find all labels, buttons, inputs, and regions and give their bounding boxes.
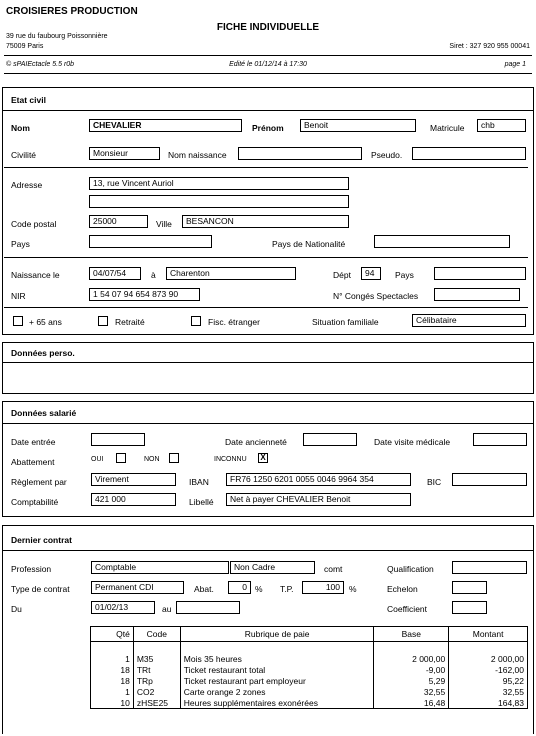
cell-base: 32,55 xyxy=(374,686,449,697)
bic-field[interactable] xyxy=(452,473,527,486)
nir-label: NIR xyxy=(11,291,26,301)
abattement-inconnu-checkbox[interactable]: X xyxy=(258,453,268,463)
header-code: Code xyxy=(133,627,180,642)
ville-field[interactable]: BESANCON xyxy=(182,215,349,228)
abattement-oui-checkbox[interactable] xyxy=(116,453,126,463)
table-row xyxy=(91,653,528,664)
plus-65-label: + 65 ans xyxy=(29,317,62,327)
cell-montant: 95,22 xyxy=(449,675,528,686)
type-contrat-label: Type de contrat xyxy=(11,584,70,594)
pays-field[interactable] xyxy=(89,235,212,248)
cell-qte: 18 xyxy=(91,664,134,675)
nom-field[interactable]: CHEVALIER xyxy=(89,119,242,132)
pays-naissance-field[interactable] xyxy=(434,267,526,280)
section-title-donnees-salarie: Données salarié xyxy=(11,408,77,418)
fisc-etranger-checkbox[interactable] xyxy=(191,316,201,326)
civilite-label: Civilité xyxy=(11,150,37,160)
cell-qte: 1 xyxy=(91,653,134,664)
pays-label: Pays xyxy=(11,239,30,249)
situation-familiale-field[interactable]: Célibataire xyxy=(412,314,526,327)
section-title-dernier-contrat: Dernier contrat xyxy=(11,535,72,545)
naissance-date-field[interactable]: 04/07/54 xyxy=(89,267,141,280)
cell-rubrique: Ticket restaurant total xyxy=(180,664,374,675)
comt-label: comt xyxy=(324,564,343,574)
cell-rubrique: Heures supplémentaires exonérées xyxy=(180,697,374,709)
abattement-inconnu-label: INCONNU xyxy=(214,456,247,463)
cell-code: M35 xyxy=(133,653,180,664)
coefficient-field[interactable] xyxy=(452,601,487,614)
situation-familiale-label: Situation familiale xyxy=(312,317,379,327)
header-divider-2 xyxy=(4,73,532,74)
abattement-label: Abattement xyxy=(11,457,55,467)
cell-montant: 32,55 xyxy=(449,686,528,697)
cadre-field[interactable]: Non Cadre xyxy=(230,561,315,574)
du-field[interactable]: 01/02/13 xyxy=(91,601,155,614)
section-divider xyxy=(2,550,534,551)
abattement-non-label: NON xyxy=(144,456,160,463)
cell-code: zHSE25 xyxy=(133,697,180,709)
cell-rubrique: Mois 35 heures xyxy=(180,653,374,664)
comptabilite-label: Comptabilité xyxy=(11,497,59,507)
naissance-label: Naissance le xyxy=(11,270,60,280)
table-row xyxy=(91,686,528,697)
donnees-perso-section xyxy=(2,342,534,394)
pseudo-label: Pseudo. xyxy=(371,150,403,160)
echelon-field[interactable] xyxy=(452,581,487,594)
row-divider xyxy=(4,307,528,308)
header-rubrique: Rubrique de paie xyxy=(180,627,374,642)
software-label: © sPAIEctacle 5.5 r0b xyxy=(6,61,75,68)
coefficient-label: Coefficient xyxy=(387,604,428,614)
dept-field[interactable]: 94 xyxy=(361,267,381,280)
tp-label: T.P. xyxy=(280,584,294,594)
row-divider xyxy=(4,257,528,258)
bic-label: BIC xyxy=(427,477,442,487)
section-divider xyxy=(2,423,534,424)
nom-label: Nom xyxy=(11,123,30,133)
abat-label: Abat. xyxy=(194,584,214,594)
abat-field[interactable]: 0 xyxy=(228,581,251,594)
nom-naissance-label: Nom naissance xyxy=(168,150,227,160)
qualification-label: Qualification xyxy=(387,564,434,574)
conges-spectacles-label: N° Congés Spectacles xyxy=(333,291,419,301)
company-address-line1: 39 rue du faubourg Poissonnière xyxy=(6,33,108,40)
nom-naissance-field[interactable] xyxy=(238,147,362,160)
cell-qte: 1 xyxy=(91,686,134,697)
adresse-label: Adresse xyxy=(11,180,43,190)
retraite-label: Retraité xyxy=(115,317,145,327)
page-number: page 1 xyxy=(504,61,526,68)
civilite-field[interactable]: Monsieur xyxy=(89,147,160,160)
lieu-naissance-field[interactable]: Charenton xyxy=(166,267,296,280)
edit-date: Edité le 01/12/14 à 17:30 xyxy=(229,61,307,68)
fisc-etranger-label: Fisc. étranger xyxy=(208,317,260,327)
abattement-oui-label: OUI xyxy=(91,456,104,463)
pay-table xyxy=(90,626,528,709)
date-visite-medicale-field[interactable] xyxy=(473,433,527,446)
adresse-line2-field[interactable] xyxy=(89,195,349,208)
libelle-label: Libellé xyxy=(189,497,214,507)
code-postal-label: Code postal xyxy=(11,219,57,229)
company-name: CROISIERES PRODUCTION xyxy=(6,6,138,17)
dept-label: Dépt xyxy=(333,270,351,280)
conges-spectacles-field[interactable] xyxy=(434,288,520,301)
date-entree-label: Date entrée xyxy=(11,437,56,447)
iban-label: IBAN xyxy=(189,477,209,487)
du-label: Du xyxy=(11,604,22,614)
date-visite-medicale-label: Date visite médicale xyxy=(374,437,451,447)
cell-code: CO2 xyxy=(133,686,180,697)
cell-montant: 164,83 xyxy=(449,697,528,709)
a-label: à xyxy=(151,270,156,280)
cell-base: 5,29 xyxy=(374,675,449,686)
iban-field[interactable]: FR76 1250 6201 0055 0046 9964 354 xyxy=(226,473,411,486)
cell-rubrique: Ticket restaurant part employeur xyxy=(180,675,374,686)
au-label: au xyxy=(162,604,172,614)
qualification-field[interactable] xyxy=(452,561,527,574)
row-divider xyxy=(4,167,528,168)
profession-field[interactable]: Comptable xyxy=(91,561,229,574)
prenom-label: Prénom xyxy=(252,123,284,133)
header-qte: Qté xyxy=(91,627,134,642)
cell-rubrique: Carte orange 2 zones xyxy=(180,686,374,697)
date-anciennete-field[interactable] xyxy=(303,433,357,446)
header-base: Base xyxy=(374,627,449,642)
pays-nationalite-field[interactable] xyxy=(374,235,510,248)
retraite-checkbox[interactable] xyxy=(98,316,108,326)
abat-percent: % xyxy=(255,584,263,594)
cell-qte: 10 xyxy=(91,697,134,709)
echelon-label: Echelon xyxy=(387,584,418,594)
adresse-line1-field[interactable]: 13, rue Vincent Auriol xyxy=(89,177,349,190)
tp-percent: % xyxy=(349,584,357,594)
prenom-field[interactable]: Benoit xyxy=(300,119,416,132)
nir-field[interactable]: 1 54 07 94 654 873 90 xyxy=(89,288,200,301)
matricule-field[interactable]: chb xyxy=(477,119,526,132)
comptabilite-field[interactable]: 421 000 xyxy=(91,493,176,506)
section-title-donnees-perso: Données perso. xyxy=(11,348,75,358)
cell-montant: 2 000,00 xyxy=(449,653,528,664)
abattement-non-checkbox[interactable] xyxy=(169,453,179,463)
table-row xyxy=(91,675,528,686)
cell-code: TRt xyxy=(133,664,180,675)
section-divider xyxy=(2,362,534,363)
header-montant: Montant xyxy=(449,627,528,642)
pays-naissance-label: Pays xyxy=(395,270,414,280)
siret: Siret : 327 920 955 00041 xyxy=(449,43,530,50)
matricule-label: Matricule xyxy=(430,123,465,133)
plus-65-checkbox[interactable] xyxy=(13,316,23,326)
profession-label: Profession xyxy=(11,564,52,574)
header-divider xyxy=(4,55,532,56)
document-title: FICHE INDIVIDUELLE xyxy=(216,22,320,33)
reglement-label: Règlement par xyxy=(11,477,67,487)
company-address-line2: 75009 Paris xyxy=(6,43,44,50)
cell-code: TRp xyxy=(133,675,180,686)
au-field[interactable] xyxy=(176,601,240,614)
section-divider xyxy=(2,110,534,111)
tp-field[interactable]: 100 xyxy=(302,581,344,594)
reglement-field[interactable]: Virement xyxy=(91,473,176,486)
pays-nationalite-label: Pays de Nationalité xyxy=(272,239,346,249)
cell-qte: 18 xyxy=(91,675,134,686)
pay-table-header xyxy=(91,627,528,642)
date-anciennete-label: Date ancienneté xyxy=(225,437,287,447)
libelle-field[interactable]: Net à payer CHEVALIER Benoit xyxy=(226,493,411,506)
section-title-etat-civil: Etat civil xyxy=(11,95,46,105)
ville-label: Ville xyxy=(156,219,172,229)
cell-base: 16,48 xyxy=(374,697,449,709)
type-contrat-field[interactable]: Permanent CDI xyxy=(91,581,184,594)
table-row xyxy=(91,697,528,709)
table-row xyxy=(91,664,528,675)
cell-base: 2 000,00 xyxy=(374,653,449,664)
date-entree-field[interactable] xyxy=(91,433,145,446)
cell-montant: -162,00 xyxy=(449,664,528,675)
code-postal-field[interactable]: 25000 xyxy=(89,215,148,228)
cell-base: -9,00 xyxy=(374,664,449,675)
pseudo-field[interactable] xyxy=(412,147,526,160)
